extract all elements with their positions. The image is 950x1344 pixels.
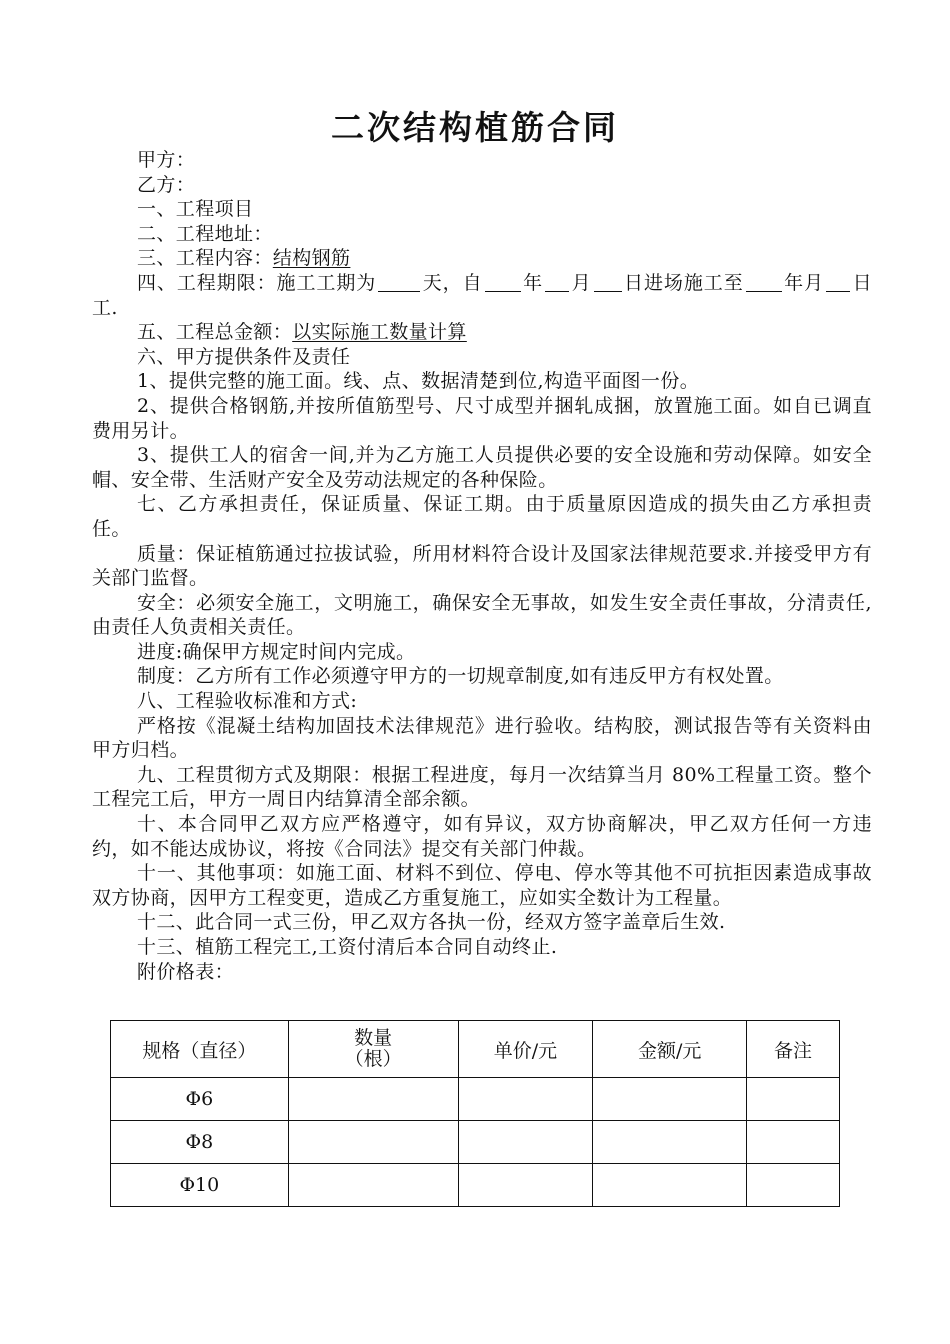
duty-1: 1、提供完整的施工面。线、点、数据清楚到位,构造平面图一份。	[137, 370, 700, 393]
qty-cell	[288, 1121, 458, 1164]
section-payment: 九、工程贯彻方式及期限：根据工程进度，每月一次结算当月 80%工程量工资。整个工程完工后，甲方一周日内结算清全部余额。	[92, 763, 872, 811]
acceptance-text: 严格按《混凝土结构加固技术法律规范》进行验收。结构胶，测试报告等有关资料由甲方归档。	[92, 714, 872, 762]
end-year-blank	[746, 272, 782, 292]
start-day-blank	[594, 272, 622, 292]
contract-body	[92, 148, 872, 984]
header-qty	[288, 1021, 458, 1078]
table-row	[111, 1078, 840, 1121]
period-text-e: 日进场施工至	[623, 271, 744, 294]
note-cell	[747, 1121, 840, 1164]
unit-price-cell	[458, 1164, 593, 1207]
section-content-value: 结构钢筋	[272, 247, 351, 270]
start-month-blank	[545, 272, 569, 292]
section-content-label: 三、工程内容：	[137, 247, 273, 270]
header-spec: 规格（直径）	[111, 1021, 289, 1078]
price-table	[110, 1020, 840, 1207]
spec-cell: Φ10	[111, 1164, 289, 1207]
period-text-c: 年	[522, 271, 544, 294]
contract-title: 二次结构植筋合同	[331, 108, 619, 147]
table-row	[111, 1164, 840, 1207]
amount-cell	[593, 1078, 747, 1121]
table-row	[111, 1121, 840, 1164]
section-address: 二、工程地址：	[137, 222, 273, 245]
start-year-blank	[485, 272, 521, 292]
section-total	[92, 320, 872, 345]
period-text-g: 月	[804, 271, 825, 294]
party-a-line: 甲方：	[137, 149, 196, 171]
duty-2: 2、提供合格钢筋,并按所值筋型号、尺寸成型并捆轧成捆，放置施工面。如自已调直费用另计。	[92, 394, 872, 442]
section-project: 一、工程项目	[137, 198, 254, 221]
amount-cell	[593, 1121, 747, 1164]
progress-clause: 进度:确保甲方规定时间内完成。	[137, 640, 416, 663]
period-text-d: 月	[571, 271, 592, 294]
price-table-caption: 附价格表：	[137, 960, 235, 983]
section-party-a-duties: 六、甲方提供条件及责任	[137, 345, 351, 368]
section-copies: 十二、此合同一式三份，甲乙双方各执一份，经双方签字盖章后生效.	[137, 911, 726, 934]
qty-cell	[288, 1164, 458, 1207]
qty-cell	[288, 1078, 458, 1121]
amount-cell	[593, 1164, 747, 1207]
days-blank	[378, 272, 420, 292]
note-cell	[747, 1164, 840, 1207]
header-unit-price: 单价/元	[458, 1021, 593, 1078]
section-party-b-duties: 七、乙方承担责任，保证质量、保证工期。由于质量原因造成的损失由乙方承担责任。	[92, 493, 872, 540]
header-qty-line1: 数量	[354, 1027, 393, 1049]
party-b-line: 乙方：	[137, 173, 196, 196]
spec-cell: Φ6	[111, 1078, 289, 1121]
header-note: 备注	[747, 1021, 840, 1078]
quality-clause: 质量：保证植筋通过拉拔试验，所用材料符合设计及国家法律规范要求.并接受甲方有关部门监督。	[92, 542, 872, 590]
section-other: 十一、其他事项：如施工面、材料不到位、停电、停水等其他不可抗拒因素造成事故双方协商，因甲方工程变更，造成乙方重复施工，应如实全数计为工程量。	[92, 862, 872, 909]
end-day-blank	[826, 272, 850, 292]
spec-cell: Φ8	[111, 1121, 289, 1164]
unit-price-cell	[458, 1078, 593, 1121]
section-acceptance: 八、工程验收标准和方式:	[137, 690, 358, 713]
section-period	[92, 271, 872, 320]
section-total-label: 五、工程总金额：	[137, 321, 293, 344]
period-text-a: 四、工程期限：施工工期为	[137, 271, 377, 294]
period-text-b: 天，自	[422, 271, 483, 294]
section-content	[92, 246, 872, 271]
note-cell	[747, 1078, 840, 1121]
section-dispute: 十、本合同甲乙双方应严格遵守，如有异议，双方协商解决，甲乙双方任何一方违约，如不能达成协议，将按《合同法》提交有关部门仲裁。	[92, 813, 872, 860]
duty-3: 3、提供工人的宿舍一间,并为乙方施工人员提供必要的安全设施和劳动保障。如安全帽、安全带、生活财产安全及劳动法规定的各种保险。	[92, 444, 872, 491]
period-text-f: 年	[783, 271, 805, 294]
header-amount: 金额/元	[593, 1021, 747, 1078]
period-text-h: 日工.	[92, 271, 872, 319]
system-clause: 制度：乙方所有工作必须遵守甲方的一切规章制度,如有违反甲方有权处置。	[137, 665, 784, 688]
safety-clause: 安全：必须安全施工，文明施工，确保安全无事故，如发生安全责任事故，分清责任,由责任人负责相关责任。	[92, 591, 872, 639]
header-qty-line2: （根）	[344, 1048, 402, 1070]
section-termination: 十三、植筋工程完工,工资付清后本合同自动终止.	[137, 936, 558, 958]
section-total-value: 以实际施工数量计算	[292, 321, 467, 344]
table-header-row	[111, 1021, 840, 1078]
unit-price-cell	[458, 1121, 593, 1164]
